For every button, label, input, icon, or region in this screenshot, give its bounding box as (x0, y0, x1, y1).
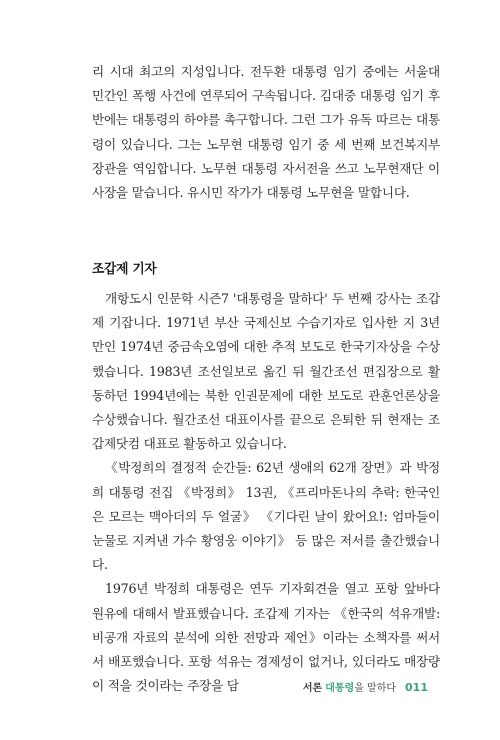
footer-title-rest: 을 말하다 (354, 683, 397, 694)
section-heading: 조갑제 기자 (92, 262, 157, 277)
footer-title-accent: 대통령 (325, 683, 355, 694)
paragraph-oil: 1976년 박정희 대통령은 연두 기자회견을 열고 포항 앞바다 원유에 대해서 발표했습니다. 조갑제 기자는 《한국의 석유개발: 비공개 자료의 분석에 의한 전망과 제언》이라는 소책자를 써서서 배포했습니다. 포항 석유는 경제성이 없거나, 있더라도 매장량이 적을 것이라는 주장을 담 (92, 581, 440, 694)
top-text-block (92, 60, 440, 205)
section-body (92, 287, 440, 698)
running-footer (303, 679, 428, 694)
footer-book-title (325, 679, 396, 694)
page-number: 011 (405, 681, 428, 694)
footer-section-label: 서론 (302, 683, 323, 694)
continuation-paragraph: 리 시대 최고의 지성입니다. 전두환 대통령 임기 중에는 서울대 민간인 폭행 사건에 연루되어 구속됩니다. 김대중 대통령 임기 후반에는 대통령의 하야를 촉구합니다. 그런 그가 유독 따르는 대통령이 있습니다. 그는 노무현 대통령 임기 중 세 번째 보건복지부 장관을 역임합니다. 노무현 대통령 자서전을 쓰고 노무현재단 이사장을 맡습니다. 유시민 작가가 대통령 노무현을 말합니다. (92, 64, 440, 201)
paragraph-books: 《박정희의 결정적 순간들: 62년 생애의 62개 장면》과 박정희 대통령 전집 《박정희》 13권, 《프리마돈나의 추락: 한국인은 모르는 맥아더의 두 얼굴》 《기다린 날이 왔어요!: 엄마들이 눈물로 지켜낸 가수 황영웅 이야기》 등 많은 저서를 출간했습니다. (92, 460, 440, 573)
paragraph-intro: 개항도시 인문학 시즌7 '대통령을 말하다' 두 번째 강사는 조갑제 기잡니다. 1971년 부산 국제신보 수습기자로 입사한 지 3년 만인 1974년 중금속오염에 대한 추적 보도로 한국기자상을 수상했습니다. 1983년 조선일보로 옮긴 뒤 월간조선 편집장으로 활동하던 1994년에는 북한 인권문제에 대한 보도로 관훈언론상을 수상했습니다. 월간조선 대표이사를 끝으로 은퇴한 뒤 현재는 조갑제닷컴 대표로 활동하고 있습니다. (92, 291, 440, 452)
